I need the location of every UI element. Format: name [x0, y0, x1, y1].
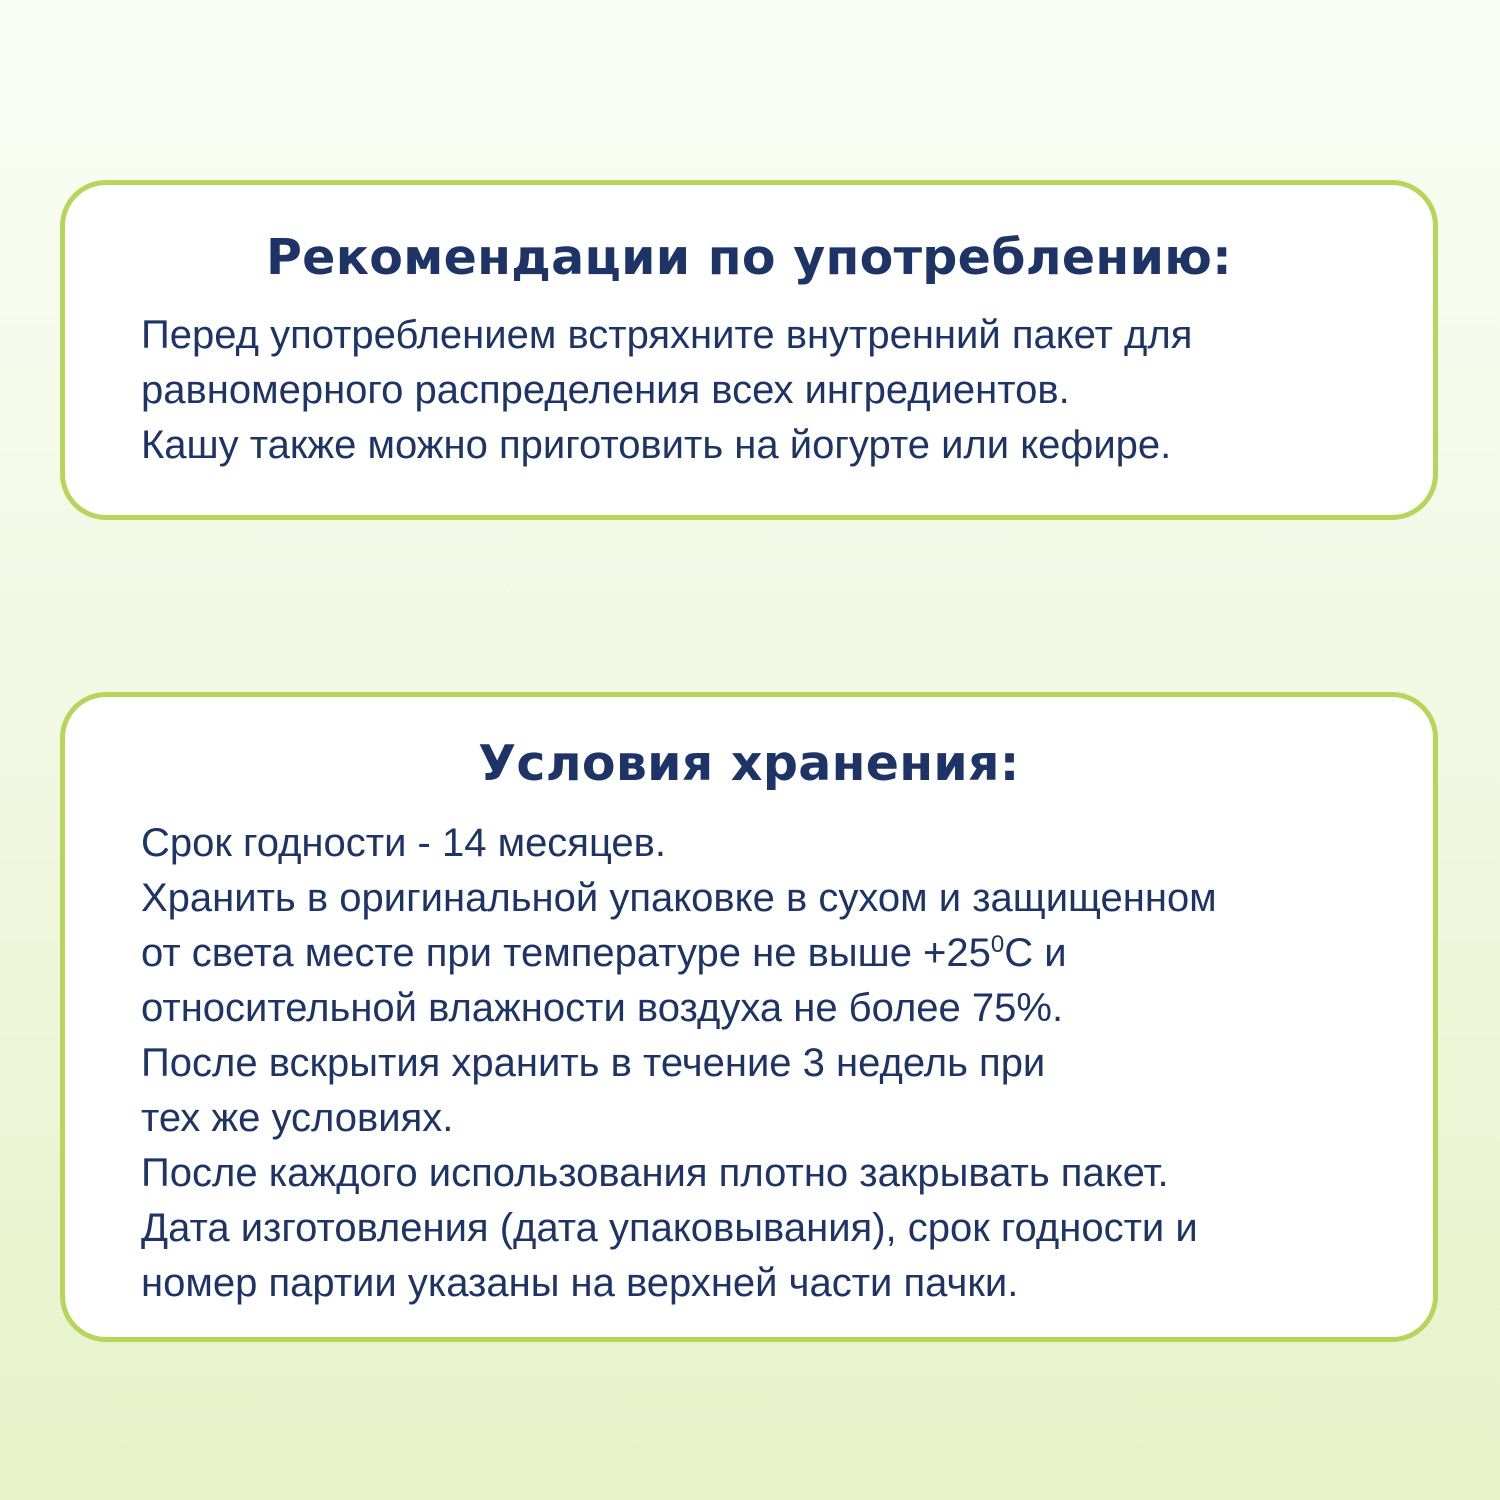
- temperature-text: от света месте при температуре не выше +25: [141, 931, 991, 975]
- storage-conditions-text: [65, 816, 1433, 1311]
- usage-recommendations-title: Рекомендации по употреблению:: [265, 229, 1233, 286]
- usage-line: Перед употреблением встряхните внутренний пакет для: [141, 313, 1193, 357]
- after-opening-line: тех же условиях.: [141, 1096, 454, 1140]
- shelf-life-line: Срок годности - 14 месяцев.: [141, 821, 667, 865]
- usage-recommendations-card: [60, 180, 1438, 520]
- temperature-line: [141, 926, 1393, 981]
- humidity-line: относительной влажности воздуха не более 75%.: [141, 986, 1064, 1030]
- usage-line: равномерного распределения всех ингредиентов.: [141, 368, 1070, 412]
- temperature-unit-text: С и: [1004, 931, 1067, 975]
- after-opening-line: После вскрытия хранить в течение 3 недель при: [141, 1041, 1046, 1085]
- storage-conditions-title: Условия хранения:: [478, 735, 1020, 792]
- production-date-line: Дата изготовления (дата упаковывания), срок годности и: [141, 1206, 1198, 1250]
- usage-line: Кашу также можно приготовить на йогурте или кефире.: [141, 423, 1172, 467]
- storage-line: Хранить в оригинальной упаковке в сухом и защищенном: [141, 876, 1217, 920]
- production-date-line: номер партии указаны на верхней части пачки.: [141, 1261, 1019, 1305]
- usage-recommendations-text: [65, 308, 1433, 473]
- storage-conditions-card: [60, 692, 1438, 1342]
- degree-sign: 0: [990, 931, 1005, 958]
- close-package-line: После каждого использования плотно закрывать пакет.: [141, 1151, 1169, 1195]
